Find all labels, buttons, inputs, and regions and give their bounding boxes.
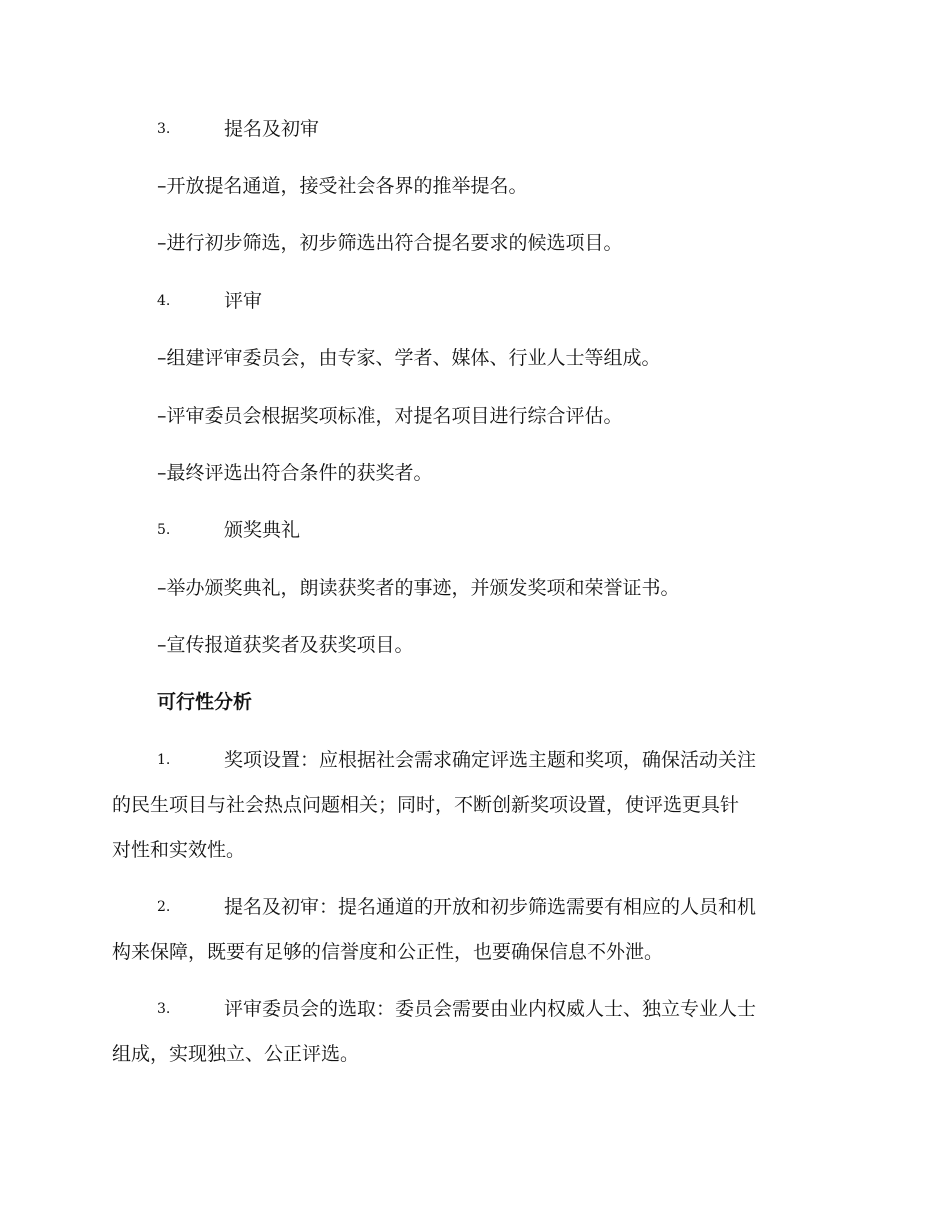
item-number: 2. [157, 899, 171, 915]
item-number: 1. [157, 752, 171, 768]
section-heading: 可行性分析 [157, 691, 253, 713]
step-bullet: –宣传报道获奖者及获奖项目。 [157, 634, 414, 656]
step-bullet: –开放提名通道，接受社会各界的推举提名。 [157, 175, 528, 197]
paragraph-line: 组成，实现独立、公正评选。 [112, 1043, 360, 1065]
step-bullet: –组建评审委员会，由专家、学者、媒体、行业人士等组成。 [157, 347, 661, 369]
step-bullet: –评审委员会根据奖项标准，对提名项目进行综合评估。 [157, 405, 623, 427]
step-title: 提名及初审 [224, 118, 320, 140]
step-bullet: –进行初步筛选，初步筛选出符合提名要求的候选项目。 [157, 232, 623, 254]
paragraph-line: 的民生项目与社会热点问题相关；同时，不断创新奖项设置，使评选更具针 [112, 794, 740, 816]
step-bullet: –举办颁奖典礼，朗读获奖者的事迹，并颁发奖项和荣誉证书。 [157, 577, 680, 599]
paragraph-line: 评审委员会的选取：委员会需要由业内权威人士、独立专业人士 [224, 998, 757, 1020]
step-title: 颁奖典礼 [224, 519, 301, 541]
step-number: 3. [157, 121, 171, 137]
paragraph-line: 构来保障，既要有足够的信誉度和公正性，也要确保信息不外泄。 [112, 941, 664, 963]
paragraph-line: 提名及初审：提名通道的开放和初步筛选需要有相应的人员和机 [224, 896, 757, 918]
paragraph-line: 奖项设置：应根据社会需求确定评选主题和奖项，确保活动关注 [224, 749, 757, 771]
item-number: 3. [157, 1001, 171, 1017]
step-number: 4. [157, 293, 171, 309]
step-number: 5. [157, 522, 171, 538]
step-title: 评审 [224, 290, 263, 312]
paragraph-line: 对性和实效性。 [112, 839, 246, 861]
step-bullet: –最终评选出符合条件的获奖者。 [157, 462, 433, 484]
